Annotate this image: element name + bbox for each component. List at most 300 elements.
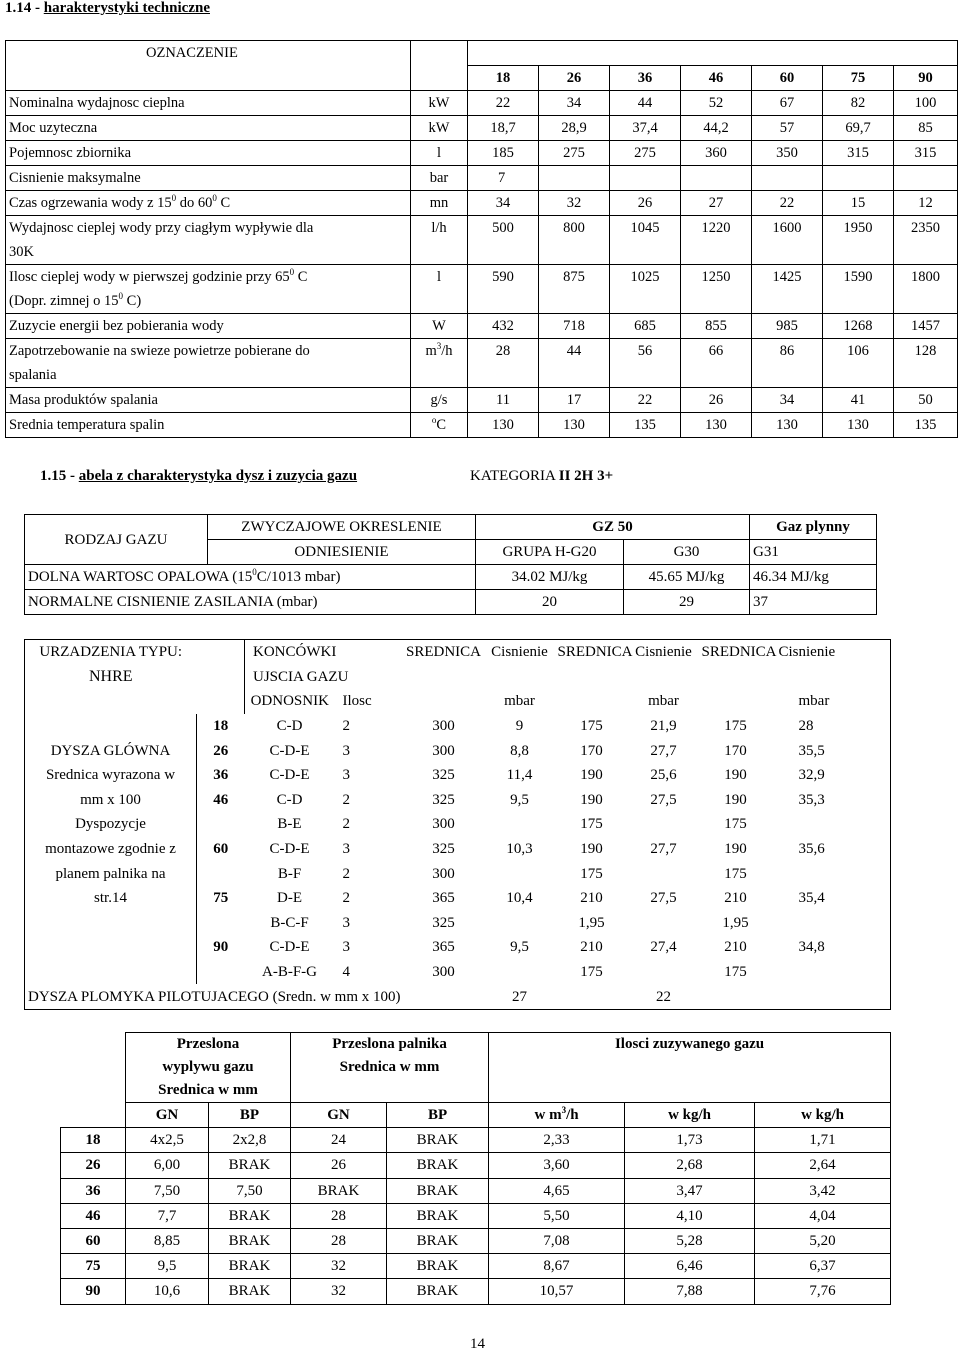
spec-value: 1025 (610, 265, 681, 314)
pressure (629, 911, 699, 936)
pilot-label: DYSZA PLOMYKA PILOTUJACEGO (Sredn. w mm x 100) (25, 984, 485, 1009)
gas-category (470, 468, 613, 485)
spec-unit: mn (411, 191, 468, 216)
spec-value (539, 166, 610, 191)
nozzle-description: Dyspozycje (25, 812, 197, 837)
consumption-value: 2,68 (625, 1153, 755, 1178)
nozzle-qty: 2 (342, 791, 350, 808)
spec-label-line: Pojemnosc zbiornika (9, 145, 132, 161)
nozzle-ref: C-D (276, 718, 303, 735)
nozzle-qty: 2 (342, 865, 350, 882)
spec-value: 875 (539, 265, 610, 314)
pressure (773, 911, 891, 936)
spec-value: 27 (681, 191, 752, 216)
diameter: 325 (432, 841, 455, 858)
spec-value: 15 (823, 191, 894, 216)
consumption-value: 7,7 (126, 1203, 209, 1228)
nozzle-qty: 3 (342, 841, 350, 858)
diameter: 190 (580, 841, 603, 858)
spec-value: 22 (610, 388, 681, 413)
consumption-value: 28 (291, 1228, 387, 1253)
pressure: 11,4 (506, 767, 533, 784)
spec-row (6, 413, 958, 438)
lower-heat-value: 45.65 MJ/kg (624, 565, 750, 590)
diameter: 175 (580, 816, 603, 833)
model-header: 26 (539, 66, 610, 91)
model: 18 (197, 714, 245, 739)
header-spacer (25, 689, 197, 714)
consumption-value: BRAK (387, 1178, 489, 1203)
nozzle-qty: 2 (342, 816, 350, 833)
consumption-value: BRAK (209, 1228, 291, 1253)
spec-value: 52 (681, 91, 752, 116)
spec-value: 985 (752, 314, 823, 339)
diameter: 325 (432, 767, 455, 784)
diameter: 175 (580, 964, 603, 981)
consumption-value: 7,76 (755, 1279, 891, 1304)
orifice-header-line: wyplywu gazu (162, 1059, 254, 1075)
consumption-value: 3,60 (489, 1153, 625, 1178)
device-type: NHRE (25, 665, 197, 690)
section-separator: - (35, 0, 40, 16)
diameter: 170 (580, 742, 603, 759)
diameter: 170 (724, 742, 747, 759)
nozzle-header-row (25, 689, 891, 714)
spec-value: 135 (610, 413, 681, 438)
pressure-value: 37 (750, 590, 877, 615)
nozzle-row (25, 763, 891, 788)
pressure (485, 960, 555, 985)
spec-label-line: Wydajnosc cieplej wody przy ciagłym wypływie dla (9, 220, 314, 236)
consumption-value: BRAK (387, 1228, 489, 1253)
spec-value: 85 (894, 116, 958, 141)
spec-value (823, 166, 894, 191)
nozzle-ref: B-E (277, 816, 302, 833)
unit-mbar: mbar (773, 689, 891, 714)
nozzle-description (25, 960, 197, 985)
diameter: 365 (432, 890, 455, 907)
spec-value: 1590 (823, 265, 894, 314)
model: 90 (61, 1279, 126, 1304)
pilot-value: 27 (485, 984, 555, 1009)
spec-unit: kW (411, 91, 468, 116)
spec-value: 22 (468, 91, 539, 116)
nozzle-row (25, 911, 891, 936)
gas-table (24, 514, 877, 615)
nozzle-qty: 2 (342, 718, 350, 735)
orifice-header-line: Srednica w mm (158, 1082, 258, 1098)
model-header: 36 (610, 66, 681, 91)
spec-value: 66 (681, 339, 752, 388)
model: 46 (197, 788, 245, 813)
consumption-value: 10,6 (126, 1279, 209, 1304)
spec-value: 7 (468, 166, 539, 191)
spec-value: 69,7 (823, 116, 894, 141)
consumption-value: 32 (291, 1279, 387, 1304)
header-spacer (699, 689, 773, 714)
spec-label-line: 30K (9, 244, 34, 260)
spec-value: 275 (539, 141, 610, 166)
nozzle-ref: B-C-F (270, 914, 309, 931)
spec-value: 82 (823, 91, 894, 116)
diameter: 300 (432, 742, 455, 759)
ref-label: ODNOSNIK (245, 689, 335, 714)
consumption-value: BRAK (291, 1178, 387, 1203)
model: 36 (197, 763, 245, 788)
header-spacer (485, 665, 555, 690)
pressure: 35,4 (773, 886, 891, 911)
header-spacer (197, 665, 245, 690)
consumption-value: 5,28 (625, 1228, 755, 1253)
consumption-row (61, 1178, 891, 1203)
header-spacer (629, 665, 699, 690)
spec-label (6, 91, 411, 116)
ref-value: G30 (624, 540, 750, 565)
spec-value: 67 (752, 91, 823, 116)
spec-row (6, 339, 958, 388)
model: 60 (61, 1228, 126, 1253)
section-1-heading (5, 0, 210, 17)
sub-header: GN (126, 1103, 209, 1128)
spec-unit: W (411, 314, 468, 339)
spec-value: 22 (752, 191, 823, 216)
spec-value (610, 166, 681, 191)
spec-value: 106 (823, 339, 894, 388)
spec-label-line: Moc uzyteczna (9, 120, 98, 136)
spec-row (6, 265, 958, 314)
model: 26 (61, 1153, 126, 1178)
pressure (485, 812, 555, 837)
nozzle-description: mm x 100 (25, 788, 197, 813)
consumption-value: 6,00 (126, 1153, 209, 1178)
pressure: 10,4 (506, 890, 533, 907)
nozzle-header-row (25, 640, 891, 665)
unit-mbar: mbar (648, 693, 679, 710)
diameter: 175 (724, 865, 747, 882)
unit-mbar: mbar (504, 693, 535, 710)
section-number: 1.14 (5, 0, 32, 16)
page-number: 14 (470, 1336, 485, 1352)
pressure (485, 861, 555, 886)
pressure (773, 861, 891, 886)
diameter: 210 (580, 939, 603, 956)
spec-value: 1950 (823, 216, 894, 265)
spec-value: 56 (610, 339, 681, 388)
consumption-value: 2,64 (755, 1153, 891, 1178)
consumption-value: 3,42 (755, 1178, 891, 1203)
consumption-value: 9,5 (126, 1254, 209, 1279)
spec-label-line: (Dopr. zimnej o $15^0$ C) (9, 291, 142, 309)
consumption-value: BRAK (209, 1254, 291, 1279)
tips-label: KONCÓWKI (245, 640, 335, 665)
specs-header-row (6, 41, 958, 66)
spec-row (6, 216, 958, 265)
model-header: 18 (468, 66, 539, 91)
diameter: 365 (432, 939, 455, 956)
spec-unit: l (411, 141, 468, 166)
consumption-value: 2,33 (489, 1128, 625, 1153)
designation-label: ZWYCZAJOWE OKRESLENIE (208, 515, 476, 540)
spec-label-line: Srednia temperatura spalin (9, 417, 165, 433)
diameter: 175 (724, 718, 747, 735)
pressure-value: 29 (624, 590, 750, 615)
spec-value: 800 (539, 216, 610, 265)
spec-unit: l/h (411, 216, 468, 265)
qty-label: Ilosc (342, 693, 372, 710)
section-2-heading (40, 468, 357, 485)
spec-value: 135 (894, 413, 958, 438)
nozzle-description: montazowe zgodnie z (25, 837, 197, 862)
spec-value: 275 (610, 141, 681, 166)
spec-label (6, 141, 411, 166)
spec-value: 432 (468, 314, 539, 339)
category-label: KATEGORIA (470, 468, 555, 484)
specs-header-label: OZNACZENIE (6, 41, 411, 66)
pressure: 34,8 (773, 935, 891, 960)
spec-value: 128 (894, 339, 958, 388)
spec-value: 360 (681, 141, 752, 166)
spec-value: 855 (681, 314, 752, 339)
pressure-value: 20 (476, 590, 624, 615)
consumption-value: 1,73 (625, 1128, 755, 1153)
model (197, 911, 245, 936)
pressure: 9 (515, 718, 524, 735)
consumption-row (61, 1153, 891, 1178)
header-spacer (555, 689, 629, 714)
consumption-value: BRAK (387, 1203, 489, 1228)
spec-value: 1250 (681, 265, 752, 314)
nozzle-row (25, 738, 891, 763)
spec-value: 350 (752, 141, 823, 166)
spec-unit: kW (411, 116, 468, 141)
consumption-value: BRAK (387, 1254, 489, 1279)
diameter: 300 (432, 816, 455, 833)
nozzle-qty: 3 (342, 742, 350, 759)
consumption-value: 26 (291, 1153, 387, 1178)
spec-value: 41 (823, 388, 894, 413)
pressure: 27,7 (650, 742, 677, 759)
consumption-value: BRAK (387, 1279, 489, 1304)
spec-row (6, 91, 958, 116)
nozzle-column-header: SREDNICA (699, 640, 773, 665)
spec-label (6, 388, 411, 413)
nozzle-row (25, 960, 891, 985)
consumption-row (61, 1279, 891, 1304)
spec-row (6, 314, 958, 339)
ref-value: G31 (750, 540, 877, 565)
pressure: 27,7 (650, 841, 677, 858)
pressure (485, 911, 555, 936)
reference-label: ODNIESIENIE (208, 540, 476, 565)
spec-value: 26 (681, 388, 752, 413)
consumption-subheader-row (61, 1103, 891, 1128)
spec-label (6, 166, 411, 191)
nozzle-qty: 4 (342, 964, 350, 981)
nozzle-row (25, 837, 891, 862)
spec-value: 86 (752, 339, 823, 388)
burner-header-line: Srednica w mm (339, 1059, 440, 1075)
consumption-header-row (61, 1033, 891, 1103)
consumption-value: BRAK (387, 1128, 489, 1153)
consumption-value: BRAK (209, 1279, 291, 1304)
diameter: 190 (724, 767, 747, 784)
spec-value: 130 (468, 413, 539, 438)
spec-value: 37,4 (610, 116, 681, 141)
spec-row (6, 166, 958, 191)
pressure: 8,8 (510, 742, 529, 759)
pressure-label: NORMALNE CISNIENIE ZASILANIA (mbar) (25, 590, 476, 615)
spec-value: 1457 (894, 314, 958, 339)
consumption-value: 3,47 (625, 1178, 755, 1203)
burner-orifice-header (291, 1033, 489, 1103)
header-spacer (197, 689, 245, 714)
diameter: 300 (432, 865, 455, 882)
nozzle-header-row (25, 665, 891, 690)
model: 75 (61, 1254, 126, 1279)
model: 36 (61, 1178, 126, 1203)
model: 18 (61, 1128, 126, 1153)
nozzle-row (25, 886, 891, 911)
nozzle-qty: 3 (342, 767, 350, 784)
diameter: 175 (724, 816, 747, 833)
spec-label-line: Cisnienie maksymalne (9, 170, 141, 186)
spec-label-line: spalania (9, 367, 57, 383)
model: 90 (197, 935, 245, 960)
diameter: 300 (432, 718, 455, 735)
spec-value: 50 (894, 388, 958, 413)
section-number: 1.15 (40, 468, 67, 484)
pilot-spacer (773, 984, 891, 1009)
gas-row (25, 515, 877, 540)
section-separator: - (70, 468, 75, 484)
spec-label (6, 413, 411, 438)
consumption-value: 1,71 (755, 1128, 891, 1153)
pressure (773, 960, 891, 985)
pressure (629, 861, 699, 886)
model: 60 (197, 837, 245, 862)
spec-label-line: Zapotrzebowanie na swieze powietrze pobierane do (9, 343, 310, 359)
spec-unit: $m^3/h$ (411, 339, 468, 388)
specs-models-row (6, 66, 958, 91)
spec-unit: bar (411, 166, 468, 191)
spec-value: 44,2 (681, 116, 752, 141)
nozzle-description: str.14 (25, 886, 197, 911)
pilot-spacer (699, 984, 773, 1009)
spec-value: 315 (823, 141, 894, 166)
consumption-value: 4,65 (489, 1178, 625, 1203)
pressure: 25,6 (650, 767, 677, 784)
spec-value: 100 (894, 91, 958, 116)
pressure: 35,3 (773, 788, 891, 813)
lower-heat-value: 46.34 MJ/kg (750, 565, 877, 590)
spec-unit: $^o$C (411, 413, 468, 438)
nozzle-description (25, 911, 197, 936)
designation-gz: GZ 50 (476, 515, 750, 540)
nozzle-ref: B-F (277, 865, 302, 882)
consumption-value: 8,67 (489, 1254, 625, 1279)
nozzle-ref: C-D-E (269, 767, 310, 784)
nozzle-description: Srednica wyrazona w (25, 763, 197, 788)
spec-value: 26 (610, 191, 681, 216)
nozzle-description: DYSZA GLÓWNA (25, 738, 197, 763)
diameter: 1,95 (722, 914, 749, 931)
gas-type-label: RODZAJ GAZU (25, 515, 208, 565)
lower-heat-label: DOLNA WARTOSC OPALOWA ($15^0C/1013$ mbar) (25, 565, 476, 590)
spec-value: 34 (539, 91, 610, 116)
pressure: 9,5 (510, 791, 529, 808)
spec-label-line: Nominalna wydajnosc cieplna (9, 95, 185, 111)
nozzle-column-header: SREDNICA (403, 640, 485, 665)
spec-value: 11 (468, 388, 539, 413)
header-spacer (773, 665, 891, 690)
model-header: 46 (681, 66, 752, 91)
model (197, 812, 245, 837)
consumption-table (60, 1032, 891, 1305)
spec-value: 130 (539, 413, 610, 438)
pressure: 28 (773, 714, 891, 739)
pressure: 9,5 (510, 939, 529, 956)
spec-value: 1800 (894, 265, 958, 314)
orifice-header-line: Przeslona (176, 1036, 240, 1052)
consumption-row (61, 1203, 891, 1228)
nozzle-column-header: Cisnienie (485, 640, 555, 665)
spec-value: 130 (752, 413, 823, 438)
consumption-value: 28 (291, 1203, 387, 1228)
nozzle-row (25, 714, 891, 739)
pressure: 32,9 (773, 763, 891, 788)
header-spacer (335, 640, 403, 665)
sub-header: w kg/h (625, 1103, 755, 1128)
diameter: 325 (432, 914, 455, 931)
consumption-value: BRAK (209, 1153, 291, 1178)
nozzle-description: planem palnika na (25, 861, 197, 886)
spec-value: 130 (681, 413, 752, 438)
spec-value: 1425 (752, 265, 823, 314)
nozzle-row (25, 935, 891, 960)
spec-value: 315 (894, 141, 958, 166)
spec-value: 17 (539, 388, 610, 413)
spec-value: 34 (752, 388, 823, 413)
spec-value: 1220 (681, 216, 752, 265)
sub-header: w kg/h (755, 1103, 891, 1128)
pressure: 27,5 (650, 791, 677, 808)
nozzle-ref: D-E (277, 890, 302, 907)
consumption-value: BRAK (209, 1203, 291, 1228)
nozzle-ref: C-D-E (269, 742, 310, 759)
spec-unit: g/s (411, 388, 468, 413)
diameter: 190 (580, 767, 603, 784)
spec-value: 130 (823, 413, 894, 438)
spec-value: 28 (468, 339, 539, 388)
consumption-row (61, 1254, 891, 1279)
spec-value (752, 166, 823, 191)
spec-value (681, 166, 752, 191)
nozzle-row (25, 861, 891, 886)
pilot-row (25, 984, 891, 1009)
nozzle-qty: 2 (342, 890, 350, 907)
consumption-value: 7,50 (209, 1178, 291, 1203)
spec-label (6, 339, 411, 388)
model: 46 (61, 1203, 126, 1228)
consumption-value: 6,46 (625, 1254, 755, 1279)
spec-value (894, 166, 958, 191)
model-header: 75 (823, 66, 894, 91)
diameter: 175 (580, 718, 603, 735)
spec-label (6, 216, 411, 265)
burner-header-line: Przeslona palnika (332, 1036, 447, 1052)
lower-heat-value: 34.02 MJ/kg (476, 565, 624, 590)
diameter: 210 (724, 939, 747, 956)
